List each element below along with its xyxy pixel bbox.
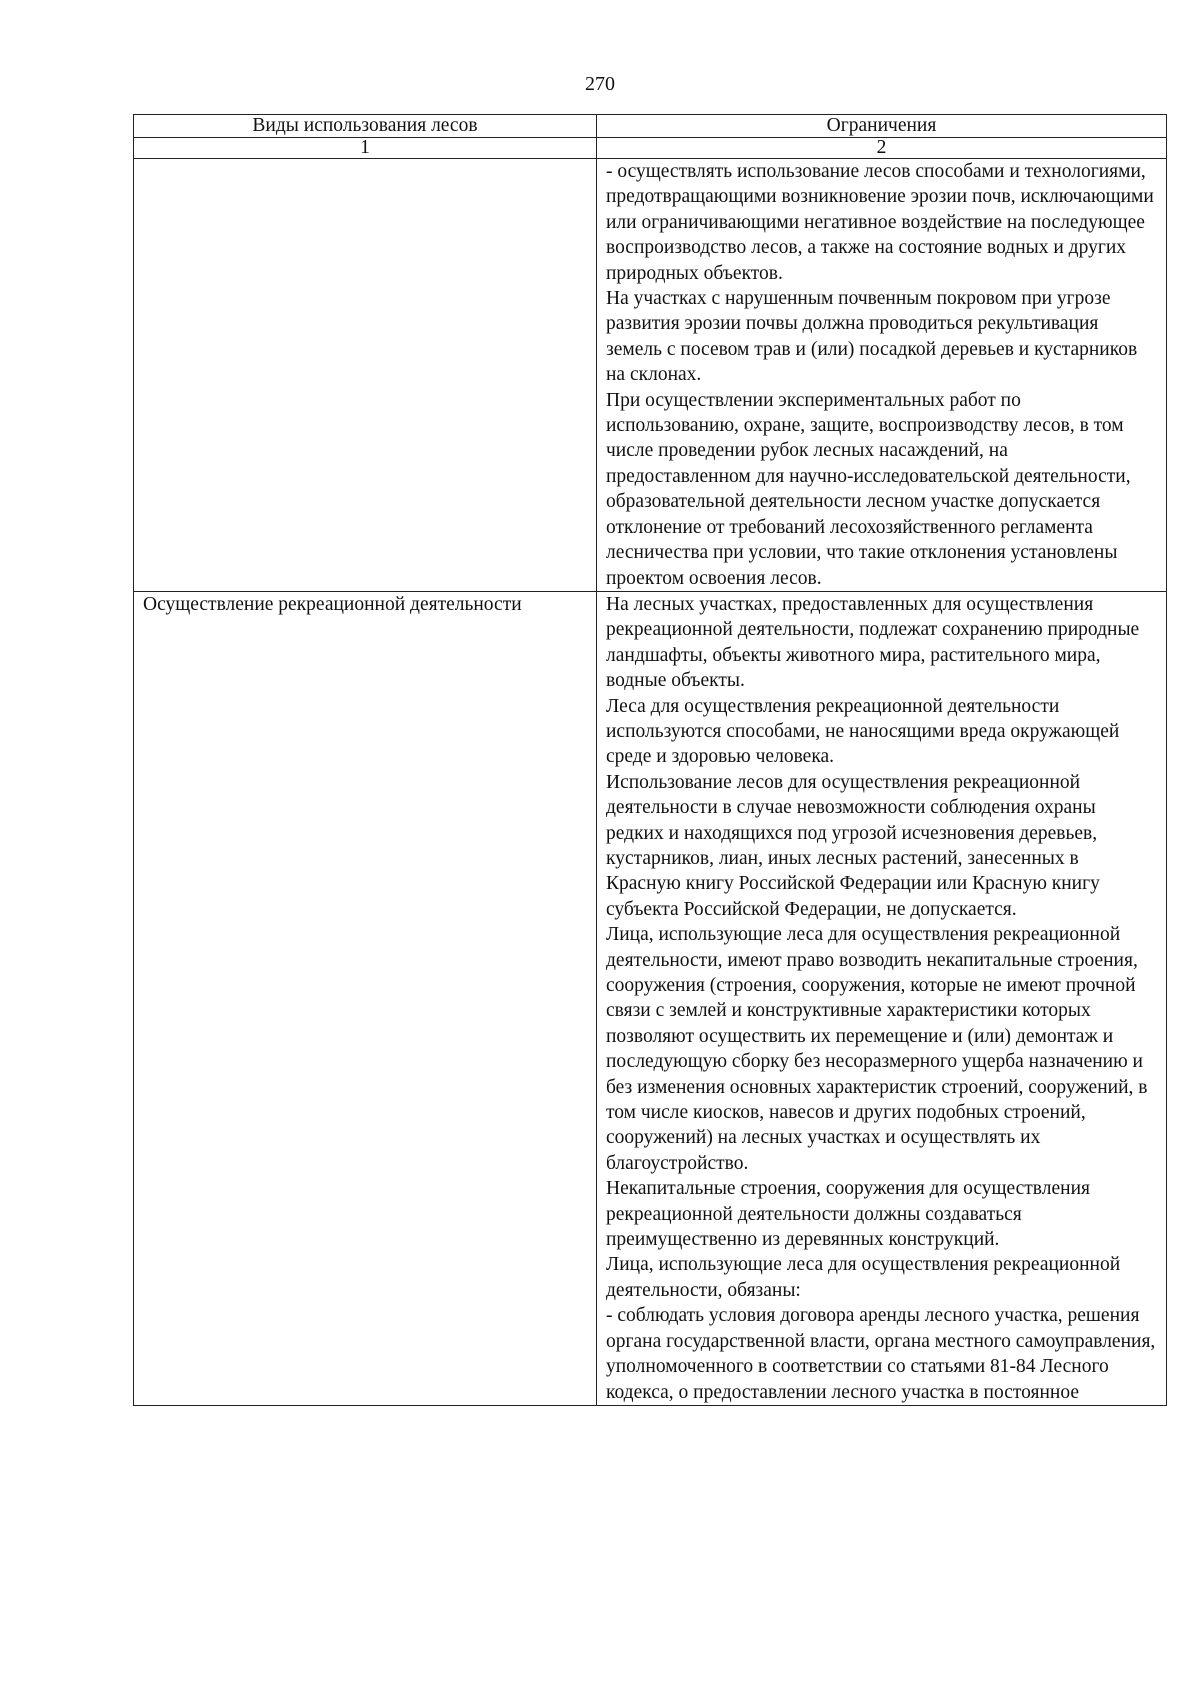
restriction-paragraph: Лица, использующие леса для осуществления рекреационной деятельности, имеют право возводить некапитальные строения, сооружения (строения, сооружения, которые не имеют прочной связи с землей и конструктивные характеристики которых позволяют осуществить их перемещение и (или) демонтаж и последующую сборку без несоразмерного ущерба назначению и без изменения основных характеристик строений, сооружений, в том числе киосков, навесов и других подобных строений, сооружений) на лесных участках и осуществлять их благоустройство. [606,924,1148,1174]
table-header-row [134,115,1167,138]
restriction-paragraph: Использование лесов для осуществления рекреационной деятельности в случае невозможности соблюдения охраны редких и находящихся под угрозой исчезновения деревьев, кустарников, лиан, иных лесных растений, занесенных в Красную книгу Российской Федерации или Красную книгу субъекта Российской Федерации, не допускается. [606,771,1100,920]
column-number-row [134,138,1167,159]
row-kind-cell: Осуществление рекреационной деятельности [134,591,597,1405]
forest-use-restrictions-table [133,114,1167,1406]
restriction-paragraph: - соблюдать условия договора аренды лесного участка, решения органа государственной власти, органа местного самоуправления, уполномоченного в соответствии со статьями 81-84 Лесного кодекса, о предоставлении лесного участка в постоянное [606,1305,1156,1403]
restriction-paragraph: На участках с нарушенным почвенным покровом при угрозе развития эрозии почвы должна проводиться рекультивация земель с посевом трав и (или) посадкой деревьев и кустарников на склонах. [606,288,1138,386]
row-restrictions-cell [597,591,1167,1405]
restriction-paragraph: При осуществлении экспериментальных работ по использованию, охране, защите, воспроизводству лесов, в том числе проведении рубок лесных насаждений, на предоставленном для научно-исследовательской деятельности, образовательной деятельности лесном участке допускается отклонение от требований лесохозяйственного регламента лесничества при условии, что такие отклонения установлены проектом освоения лесов. [606,389,1131,589]
page-number: 270 [585,73,615,95]
row-kind-cell [134,159,597,592]
restriction-paragraph: Лица, использующие леса для осуществления рекреационной деятельности, обязаны: [606,1254,1121,1301]
table-row [134,159,1167,592]
column-number-2: 2 [597,138,1167,159]
column-header-restrictions: Ограничения [597,115,1167,138]
table-row [134,591,1167,1405]
row-restrictions-cell [597,159,1167,592]
restriction-paragraph: Леса для осуществления рекреационной деятельности используются способами, не наносящими вреда окружающей среде и здоровью человека. [606,695,1120,768]
restriction-paragraph: Некапитальные строения, сооружения для осуществления рекреационной деятельности должны создаваться преимущественно из деревянных конструкций. [606,1178,1090,1251]
column-header-kinds: Виды использования лесов [134,115,597,138]
restriction-paragraph: На лесных участках, предоставленных для осуществления рекреационной деятельности, подлежат сохранению природные ландшафты, объекты животного мира, растительного мира, водные объекты. [606,593,1140,692]
restriction-paragraph: - осуществлять использование лесов способами и технологиями, предотвращающими возникновение эрозии почв, исключающими или ограничивающими негативное воздействие на последующее воспроизводство лесов, а также на состояние водных и других природных объектов. [606,161,1154,284]
column-number-1: 1 [134,138,597,159]
